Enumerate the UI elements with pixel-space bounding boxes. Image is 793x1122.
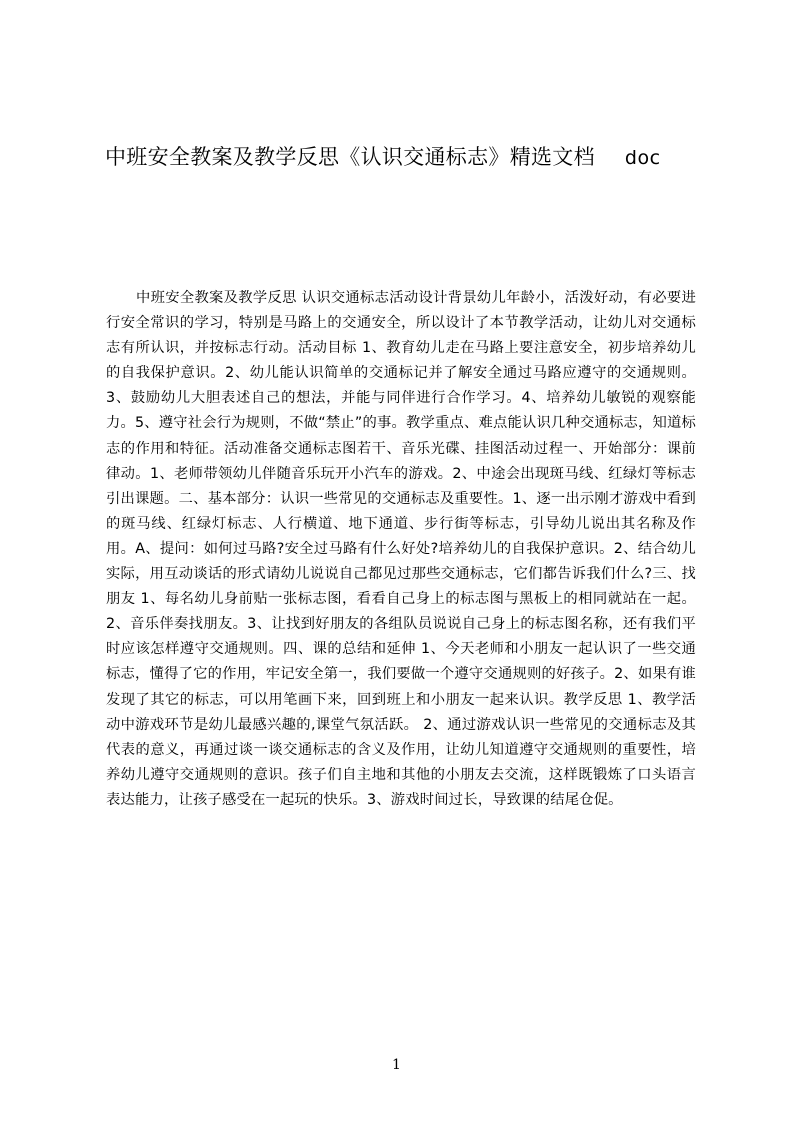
page-number: 1	[392, 1057, 401, 1073]
title-suffix: doc	[624, 147, 661, 169]
title-text: 中班安全教案及教学反思《认识交通标志》精选文档	[105, 145, 595, 169]
body-paragraph: 中班安全教案及教学反思 认识交通标志活动设计背景幼儿年龄小，活泼好动，有必要进行安全常识的学习，特别是马路上的交通安全，所以设计了本节教学活动，让幼儿对交通标志有所认识，并按标志行动。活动目标 1、教育幼儿走在马路上要注意安全，初步培养幼儿的自我保护意识。2、幼儿能认识简单的交通标记并了解安全通过马路应遵守的交通规则。3、鼓励幼儿大胆表述自己的想法，并能与同伴进行合作学习。4、培养幼儿敏锐的观察能力。5、遵守社会行为规则，不做“禁止”的事。教学重点、难点能认识几种交通标志，知道标志的作用和特征。活动准备交通标志图若干、音乐光碟、挂图活动过程一、开始部分：课前律动。1、老师带领幼儿伴随音乐玩开小汽车的游戏。2、中途会出现斑马线、红绿灯等标志引出课题。二、基本部分：认识一些常见的交通标志及重要性。1、逐一出示刚才游戏中看到的斑马线、红绿灯标志、人行横道、地下通道、步行街等标志，引导幼儿说出其名称及作用。A、提问：如何过马路?安全过马路有什么好处?培养幼儿的自我保护意识。2、结合幼儿实际，用互动谈话的形式请幼儿说说自己都见过那些交通标志，它们都告诉我们什么?三、找朋友 1、每名幼儿身前贴一张标志图，看看自己身上的标志图与黑板上的相同就站在一起。2、音乐伴奏找朋友。3、让找到好朋友的各组队员说说自己身上的标志图名称，还有我们平时应该怎样遵守交通规则。四、课的总结和延伸 1、今天老师和小朋友一起认识了一些交通标志，懂得了它的作用，牢记安全第一，我们要做一个遵守交通规则的好孩子。2、如果有谁发现了其它的标志，可以用笔画下来，回到班上和小朋友一起来认识。教学反思 1、教学活动中游戏环节是幼儿最感兴趣的,课堂气氛活跃。 2、通过游戏认识一些常见的交通标志及其代表的意义，再通过谈一谈交通标志的含义及作用，让幼儿知道遵守交通规则的重要性，培养幼儿遵守交通规则的意识。孩子们自主地和其他的小朋友去交流，这样既锻炼了口头语言表达能力，让孩子感受在一起玩的快乐。3、游戏时间过长，导致课的结尾仓促。	[106, 290, 696, 808]
document-title	[105, 143, 705, 175]
document-body	[106, 286, 696, 906]
